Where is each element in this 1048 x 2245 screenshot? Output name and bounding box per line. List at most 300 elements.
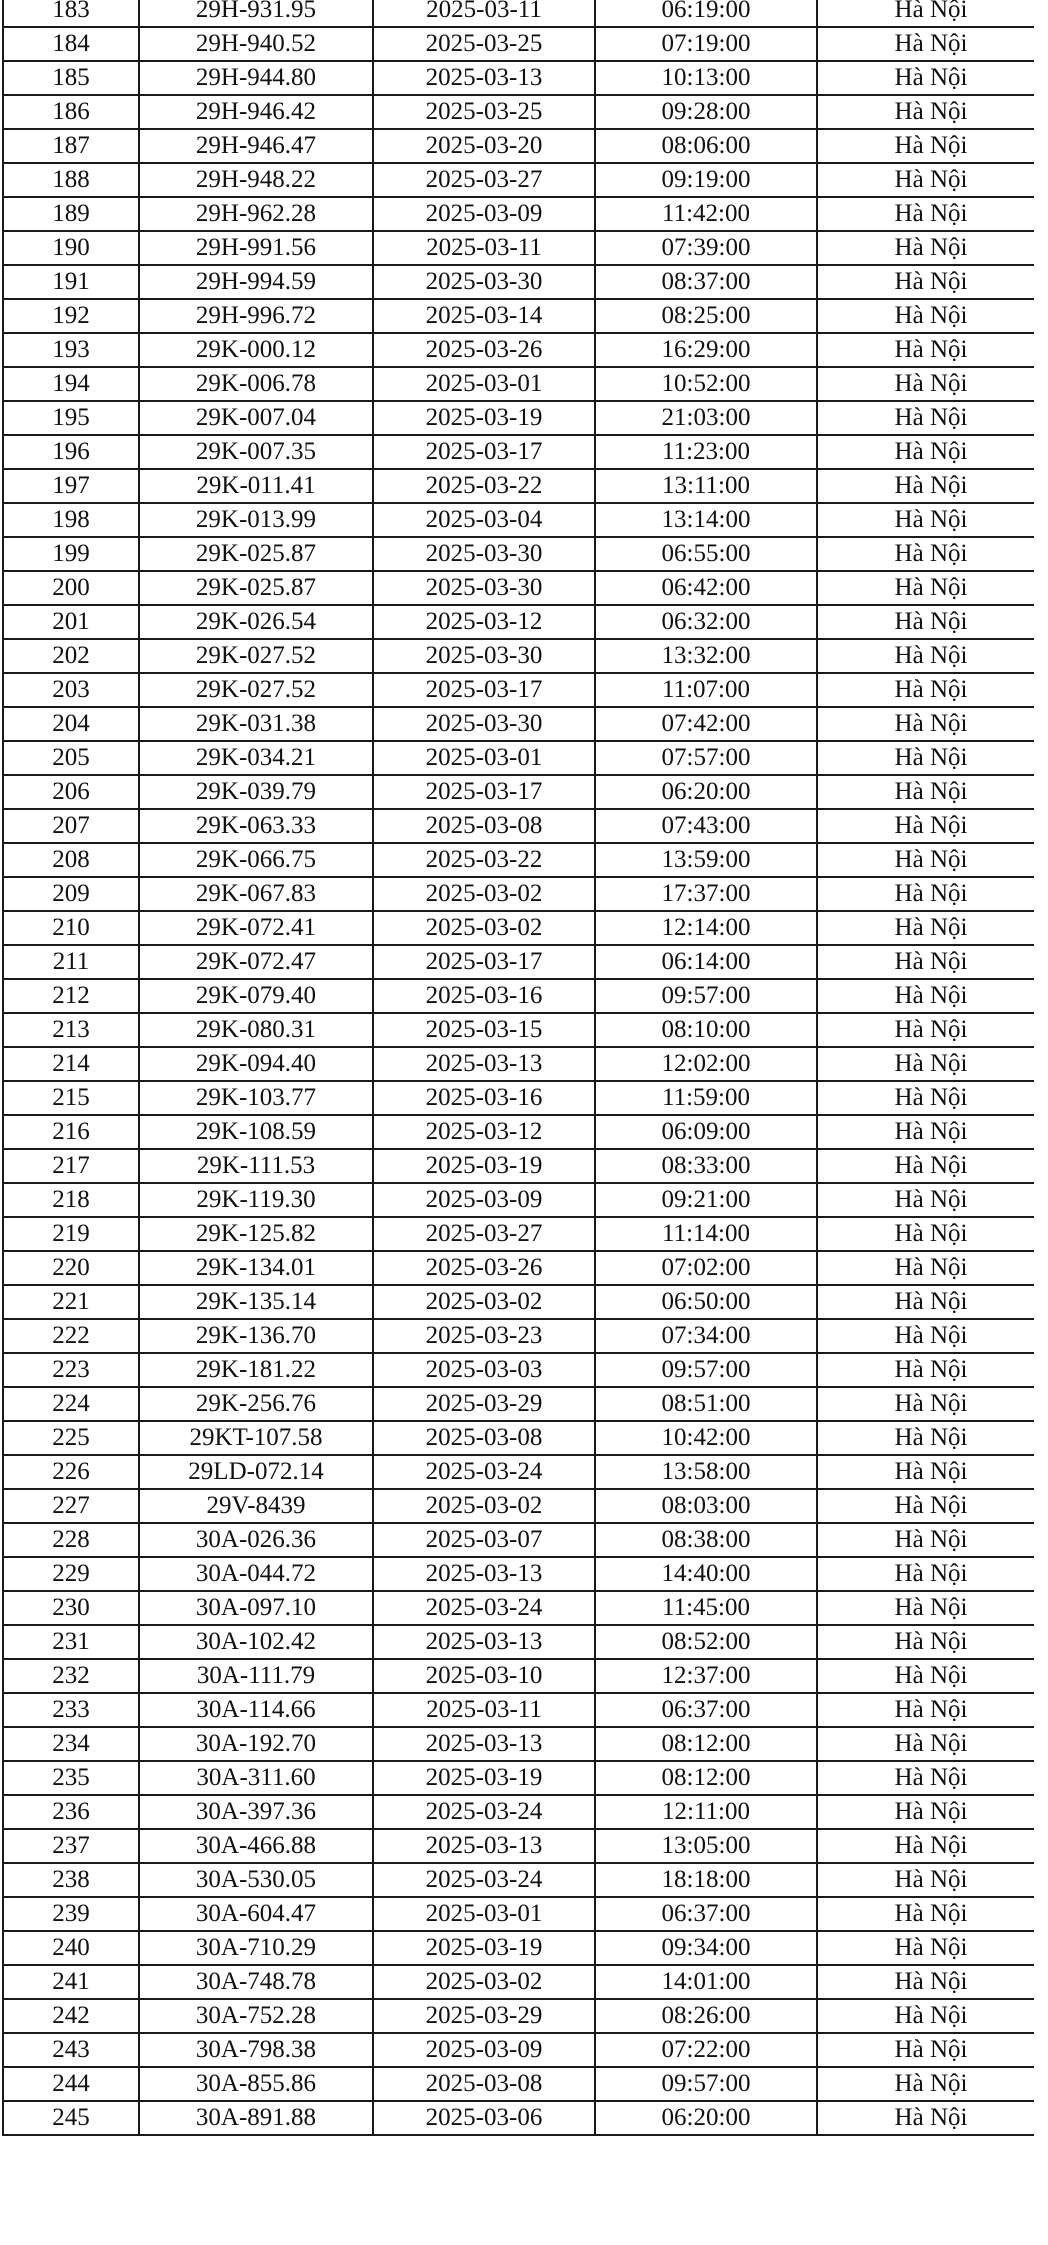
row-number-cell: 245 (3, 2101, 139, 2135)
time-cell: 07:57:00 (595, 741, 817, 775)
row-number-cell: 200 (3, 571, 139, 605)
time-cell: 10:13:00 (595, 61, 817, 95)
date-cell: 2025-03-12 (373, 605, 595, 639)
date-cell: 2025-03-02 (373, 1489, 595, 1523)
table-row (3, 1761, 1045, 1795)
location-cell: Hà Nội (817, 945, 1045, 979)
table-row (3, 1625, 1045, 1659)
location-cell: Hà Nội (817, 2101, 1045, 2135)
location-cell: Hà Nội (817, 367, 1045, 401)
date-cell: 2025-03-22 (373, 469, 595, 503)
table-row (3, 877, 1045, 911)
time-cell: 06:50:00 (595, 1285, 817, 1319)
location-cell: Hà Nội (817, 843, 1045, 877)
location-cell: Hà Nội (817, 639, 1045, 673)
table-row (3, 1591, 1045, 1625)
plate-number-cell: 29K-080.31 (139, 1013, 373, 1047)
time-cell: 09:57:00 (595, 979, 817, 1013)
plate-number-cell: 29K-079.40 (139, 979, 373, 1013)
time-cell: 16:29:00 (595, 333, 817, 367)
plate-number-cell: 29K-256.76 (139, 1387, 373, 1421)
table-row (3, 1319, 1045, 1353)
row-number-cell: 201 (3, 605, 139, 639)
plate-number-cell: 29K-013.99 (139, 503, 373, 537)
location-cell: Hà Nội (817, 1183, 1045, 1217)
row-number-cell: 204 (3, 707, 139, 741)
table-row (3, 0, 1045, 27)
location-cell: Hà Nội (817, 1013, 1045, 1047)
row-number-cell: 236 (3, 1795, 139, 1829)
plate-number-cell: 29H-946.47 (139, 129, 373, 163)
date-cell: 2025-03-01 (373, 367, 595, 401)
plate-number-cell: 29K-034.21 (139, 741, 373, 775)
date-cell: 2025-03-27 (373, 163, 595, 197)
table-row (3, 2067, 1045, 2101)
date-cell: 2025-03-04 (373, 503, 595, 537)
row-number-cell: 205 (3, 741, 139, 775)
location-cell: Hà Nội (817, 0, 1045, 27)
table-row (3, 1659, 1045, 1693)
row-number-cell: 193 (3, 333, 139, 367)
time-cell: 06:19:00 (595, 0, 817, 27)
row-number-cell: 194 (3, 367, 139, 401)
row-number-cell: 225 (3, 1421, 139, 1455)
location-cell: Hà Nội (817, 1659, 1045, 1693)
time-cell: 13:58:00 (595, 1455, 817, 1489)
row-number-cell: 243 (3, 2033, 139, 2067)
table-row (3, 843, 1045, 877)
location-cell: Hà Nội (817, 1625, 1045, 1659)
time-cell: 08:06:00 (595, 129, 817, 163)
plate-number-cell: 29K-119.30 (139, 1183, 373, 1217)
location-cell: Hà Nội (817, 605, 1045, 639)
row-number-cell: 219 (3, 1217, 139, 1251)
location-cell: Hà Nội (817, 911, 1045, 945)
table-row (3, 1421, 1045, 1455)
location-cell: Hà Nội (817, 1285, 1045, 1319)
date-cell: 2025-03-13 (373, 1047, 595, 1081)
page-edge (1034, 0, 1048, 2245)
location-cell: Hà Nội (817, 1965, 1045, 1999)
plate-number-cell: 30A-604.47 (139, 1897, 373, 1931)
location-cell: Hà Nội (817, 231, 1045, 265)
date-cell: 2025-03-29 (373, 1999, 595, 2033)
plate-number-cell: 29H-962.28 (139, 197, 373, 231)
plate-number-cell: 30A-111.79 (139, 1659, 373, 1693)
table-row (3, 571, 1045, 605)
time-cell: 13:32:00 (595, 639, 817, 673)
row-number-cell: 214 (3, 1047, 139, 1081)
location-cell: Hà Nội (817, 1353, 1045, 1387)
location-cell: Hà Nội (817, 503, 1045, 537)
time-cell: 06:37:00 (595, 1693, 817, 1727)
date-cell: 2025-03-16 (373, 979, 595, 1013)
date-cell: 2025-03-15 (373, 1013, 595, 1047)
row-number-cell: 206 (3, 775, 139, 809)
date-cell: 2025-03-01 (373, 1897, 595, 1931)
time-cell: 10:52:00 (595, 367, 817, 401)
location-cell: Hà Nội (817, 1863, 1045, 1897)
table-row (3, 61, 1045, 95)
date-cell: 2025-03-02 (373, 1965, 595, 1999)
location-cell: Hà Nội (817, 1727, 1045, 1761)
table-row (3, 197, 1045, 231)
table-row (3, 1115, 1045, 1149)
row-number-cell: 210 (3, 911, 139, 945)
plate-number-cell: 29K-072.41 (139, 911, 373, 945)
location-cell: Hà Nội (817, 707, 1045, 741)
table-row (3, 1387, 1045, 1421)
time-cell: 11:23:00 (595, 435, 817, 469)
plate-number-cell: 29K-063.33 (139, 809, 373, 843)
table-row (3, 1931, 1045, 1965)
time-cell: 09:57:00 (595, 2067, 817, 2101)
table-body (3, 0, 1045, 2135)
table-row (3, 299, 1045, 333)
date-cell: 2025-03-13 (373, 1557, 595, 1591)
time-cell: 21:03:00 (595, 401, 817, 435)
row-number-cell: 199 (3, 537, 139, 571)
date-cell: 2025-03-22 (373, 843, 595, 877)
location-cell: Hà Nội (817, 2067, 1045, 2101)
location-cell: Hà Nội (817, 877, 1045, 911)
row-number-cell: 203 (3, 673, 139, 707)
row-number-cell: 222 (3, 1319, 139, 1353)
date-cell: 2025-03-26 (373, 333, 595, 367)
location-cell: Hà Nội (817, 61, 1045, 95)
location-cell: Hà Nội (817, 1829, 1045, 1863)
date-cell: 2025-03-17 (373, 435, 595, 469)
location-cell: Hà Nội (817, 571, 1045, 605)
row-number-cell: 213 (3, 1013, 139, 1047)
table-row (3, 1149, 1045, 1183)
plate-number-cell: 29H-994.59 (139, 265, 373, 299)
date-cell: 2025-03-19 (373, 401, 595, 435)
location-cell: Hà Nội (817, 979, 1045, 1013)
location-cell: Hà Nội (817, 673, 1045, 707)
date-cell: 2025-03-13 (373, 1727, 595, 1761)
plate-number-cell: 29H-940.52 (139, 27, 373, 61)
plate-number-cell: 30A-710.29 (139, 1931, 373, 1965)
plate-number-cell: 29K-007.35 (139, 435, 373, 469)
row-number-cell: 211 (3, 945, 139, 979)
plate-number-cell: 29V-8439 (139, 1489, 373, 1523)
table-row (3, 673, 1045, 707)
date-cell: 2025-03-10 (373, 1659, 595, 1693)
time-cell: 12:11:00 (595, 1795, 817, 1829)
date-cell: 2025-03-09 (373, 197, 595, 231)
row-number-cell: 218 (3, 1183, 139, 1217)
time-cell: 06:37:00 (595, 1897, 817, 1931)
location-cell: Hà Nội (817, 809, 1045, 843)
plate-number-cell: 29H-946.42 (139, 95, 373, 129)
date-cell: 2025-03-17 (373, 945, 595, 979)
row-number-cell: 216 (3, 1115, 139, 1149)
date-cell: 2025-03-30 (373, 265, 595, 299)
table-row (3, 1251, 1045, 1285)
table-row (3, 503, 1045, 537)
date-cell: 2025-03-24 (373, 1591, 595, 1625)
time-cell: 17:37:00 (595, 877, 817, 911)
date-cell: 2025-03-19 (373, 1931, 595, 1965)
row-number-cell: 241 (3, 1965, 139, 1999)
time-cell: 10:42:00 (595, 1421, 817, 1455)
date-cell: 2025-03-16 (373, 1081, 595, 1115)
date-cell: 2025-03-25 (373, 95, 595, 129)
plate-number-cell: 29H-931.95 (139, 0, 373, 27)
date-cell: 2025-03-08 (373, 2067, 595, 2101)
row-number-cell: 197 (3, 469, 139, 503)
plate-number-cell: 30A-530.05 (139, 1863, 373, 1897)
date-cell: 2025-03-08 (373, 1421, 595, 1455)
time-cell: 06:09:00 (595, 1115, 817, 1149)
time-cell: 13:14:00 (595, 503, 817, 537)
plate-number-cell: 29K-000.12 (139, 333, 373, 367)
location-cell: Hà Nội (817, 775, 1045, 809)
row-number-cell: 189 (3, 197, 139, 231)
row-number-cell: 240 (3, 1931, 139, 1965)
date-cell: 2025-03-30 (373, 639, 595, 673)
location-cell: Hà Nội (817, 1387, 1045, 1421)
date-cell: 2025-03-24 (373, 1863, 595, 1897)
plate-number-cell: 29K-066.75 (139, 843, 373, 877)
time-cell: 09:34:00 (595, 1931, 817, 1965)
row-number-cell: 227 (3, 1489, 139, 1523)
time-cell: 14:01:00 (595, 1965, 817, 1999)
time-cell: 08:52:00 (595, 1625, 817, 1659)
time-cell: 13:59:00 (595, 843, 817, 877)
table-row (3, 1455, 1045, 1489)
table-row (3, 1353, 1045, 1387)
row-number-cell: 244 (3, 2067, 139, 2101)
date-cell: 2025-03-20 (373, 129, 595, 163)
table-row (3, 435, 1045, 469)
time-cell: 08:37:00 (595, 265, 817, 299)
time-cell: 14:40:00 (595, 1557, 817, 1591)
row-number-cell: 238 (3, 1863, 139, 1897)
date-cell: 2025-03-24 (373, 1795, 595, 1829)
location-cell: Hà Nội (817, 197, 1045, 231)
table-row (3, 639, 1045, 673)
location-cell: Hà Nội (817, 1761, 1045, 1795)
plate-number-cell: 30A-114.66 (139, 1693, 373, 1727)
location-cell: Hà Nội (817, 1251, 1045, 1285)
location-cell: Hà Nội (817, 1455, 1045, 1489)
location-cell: Hà Nội (817, 435, 1045, 469)
location-cell: Hà Nội (817, 1421, 1045, 1455)
table-row (3, 911, 1045, 945)
time-cell: 18:18:00 (595, 1863, 817, 1897)
table-row (3, 231, 1045, 265)
row-number-cell: 239 (3, 1897, 139, 1931)
plate-number-cell: 30A-311.60 (139, 1761, 373, 1795)
table-row (3, 979, 1045, 1013)
location-cell: Hà Nội (817, 1115, 1045, 1149)
location-cell: Hà Nội (817, 163, 1045, 197)
date-cell: 2025-03-17 (373, 775, 595, 809)
row-number-cell: 217 (3, 1149, 139, 1183)
date-cell: 2025-03-19 (373, 1149, 595, 1183)
date-cell: 2025-03-11 (373, 231, 595, 265)
location-cell: Hà Nội (817, 1523, 1045, 1557)
location-cell: Hà Nội (817, 1795, 1045, 1829)
time-cell: 11:45:00 (595, 1591, 817, 1625)
table-row (3, 1965, 1045, 1999)
row-number-cell: 208 (3, 843, 139, 877)
time-cell: 08:03:00 (595, 1489, 817, 1523)
date-cell: 2025-03-29 (373, 1387, 595, 1421)
plate-number-cell: 29K-026.54 (139, 605, 373, 639)
date-cell: 2025-03-13 (373, 61, 595, 95)
plate-number-cell: 29K-072.47 (139, 945, 373, 979)
plate-number-cell: 30A-097.10 (139, 1591, 373, 1625)
plate-number-cell: 29K-181.22 (139, 1353, 373, 1387)
date-cell: 2025-03-24 (373, 1455, 595, 1489)
time-cell: 07:42:00 (595, 707, 817, 741)
table-row (3, 605, 1045, 639)
time-cell: 11:59:00 (595, 1081, 817, 1115)
time-cell: 08:10:00 (595, 1013, 817, 1047)
date-cell: 2025-03-17 (373, 673, 595, 707)
location-cell: Hà Nội (817, 1591, 1045, 1625)
time-cell: 08:12:00 (595, 1727, 817, 1761)
time-cell: 07:34:00 (595, 1319, 817, 1353)
date-cell: 2025-03-02 (373, 911, 595, 945)
date-cell: 2025-03-11 (373, 1693, 595, 1727)
violations-table (2, 0, 1046, 2136)
plate-number-cell: 29H-996.72 (139, 299, 373, 333)
table-row (3, 1829, 1045, 1863)
time-cell: 09:28:00 (595, 95, 817, 129)
row-number-cell: 202 (3, 639, 139, 673)
location-cell: Hà Nội (817, 1217, 1045, 1251)
row-number-cell: 220 (3, 1251, 139, 1285)
table-row (3, 775, 1045, 809)
location-cell: Hà Nội (817, 1931, 1045, 1965)
row-number-cell: 232 (3, 1659, 139, 1693)
date-cell: 2025-03-12 (373, 1115, 595, 1149)
plate-number-cell: 30A-044.72 (139, 1557, 373, 1591)
time-cell: 11:07:00 (595, 673, 817, 707)
plate-number-cell: 30A-748.78 (139, 1965, 373, 1999)
location-cell: Hà Nội (817, 333, 1045, 367)
time-cell: 06:42:00 (595, 571, 817, 605)
table-row (3, 129, 1045, 163)
plate-number-cell: 29K-108.59 (139, 1115, 373, 1149)
time-cell: 13:11:00 (595, 469, 817, 503)
table-row (3, 1557, 1045, 1591)
date-cell: 2025-03-02 (373, 1285, 595, 1319)
table-row (3, 945, 1045, 979)
plate-number-cell: 29K-134.01 (139, 1251, 373, 1285)
plate-number-cell: 30A-891.88 (139, 2101, 373, 2135)
plate-number-cell: 30A-102.42 (139, 1625, 373, 1659)
time-cell: 07:02:00 (595, 1251, 817, 1285)
row-number-cell: 226 (3, 1455, 139, 1489)
time-cell: 12:02:00 (595, 1047, 817, 1081)
date-cell: 2025-03-13 (373, 1625, 595, 1659)
table-row (3, 27, 1045, 61)
row-number-cell: 237 (3, 1829, 139, 1863)
location-cell: Hà Nội (817, 1081, 1045, 1115)
date-cell: 2025-03-30 (373, 571, 595, 605)
table-row (3, 2033, 1045, 2067)
plate-number-cell: 29K-136.70 (139, 1319, 373, 1353)
location-cell: Hà Nội (817, 741, 1045, 775)
table-row (3, 1523, 1045, 1557)
row-number-cell: 187 (3, 129, 139, 163)
date-cell: 2025-03-13 (373, 1829, 595, 1863)
table-row (3, 1285, 1045, 1319)
date-cell: 2025-03-25 (373, 27, 595, 61)
table-row (3, 1727, 1045, 1761)
row-number-cell: 190 (3, 231, 139, 265)
plate-number-cell: 29K-111.53 (139, 1149, 373, 1183)
time-cell: 09:19:00 (595, 163, 817, 197)
time-cell: 13:05:00 (595, 1829, 817, 1863)
date-cell: 2025-03-11 (373, 0, 595, 27)
date-cell: 2025-03-19 (373, 1761, 595, 1795)
plate-number-cell: 29K-067.83 (139, 877, 373, 911)
location-cell: Hà Nội (817, 1319, 1045, 1353)
plate-number-cell: 29K-094.40 (139, 1047, 373, 1081)
plate-number-cell: 29K-125.82 (139, 1217, 373, 1251)
date-cell: 2025-03-07 (373, 1523, 595, 1557)
row-number-cell: 224 (3, 1387, 139, 1421)
location-cell: Hà Nội (817, 95, 1045, 129)
table-row (3, 1183, 1045, 1217)
time-cell: 12:37:00 (595, 1659, 817, 1693)
table-row (3, 1081, 1045, 1115)
location-cell: Hà Nội (817, 1149, 1045, 1183)
location-cell: Hà Nội (817, 265, 1045, 299)
row-number-cell: 212 (3, 979, 139, 1013)
table-row (3, 401, 1045, 435)
time-cell: 11:42:00 (595, 197, 817, 231)
plate-number-cell: 29K-135.14 (139, 1285, 373, 1319)
table-row (3, 1863, 1045, 1897)
row-number-cell: 186 (3, 95, 139, 129)
plate-number-cell: 30A-026.36 (139, 1523, 373, 1557)
date-cell: 2025-03-03 (373, 1353, 595, 1387)
time-cell: 06:55:00 (595, 537, 817, 571)
date-cell: 2025-03-09 (373, 2033, 595, 2067)
location-cell: Hà Nội (817, 1557, 1045, 1591)
row-number-cell: 230 (3, 1591, 139, 1625)
row-number-cell: 183 (3, 0, 139, 27)
plate-number-cell: 29K-027.52 (139, 639, 373, 673)
plate-number-cell: 29H-944.80 (139, 61, 373, 95)
row-number-cell: 229 (3, 1557, 139, 1591)
row-number-cell: 195 (3, 401, 139, 435)
table-row (3, 1897, 1045, 1931)
location-cell: Hà Nội (817, 1897, 1045, 1931)
row-number-cell: 191 (3, 265, 139, 299)
location-cell: Hà Nội (817, 129, 1045, 163)
row-number-cell: 221 (3, 1285, 139, 1319)
row-number-cell: 242 (3, 1999, 139, 2033)
plate-number-cell: 29H-991.56 (139, 231, 373, 265)
time-cell: 07:39:00 (595, 231, 817, 265)
date-cell: 2025-03-26 (373, 1251, 595, 1285)
date-cell: 2025-03-23 (373, 1319, 595, 1353)
time-cell: 07:22:00 (595, 2033, 817, 2067)
time-cell: 06:32:00 (595, 605, 817, 639)
date-cell: 2025-03-09 (373, 1183, 595, 1217)
table-row (3, 1047, 1045, 1081)
row-number-cell: 185 (3, 61, 139, 95)
time-cell: 08:51:00 (595, 1387, 817, 1421)
